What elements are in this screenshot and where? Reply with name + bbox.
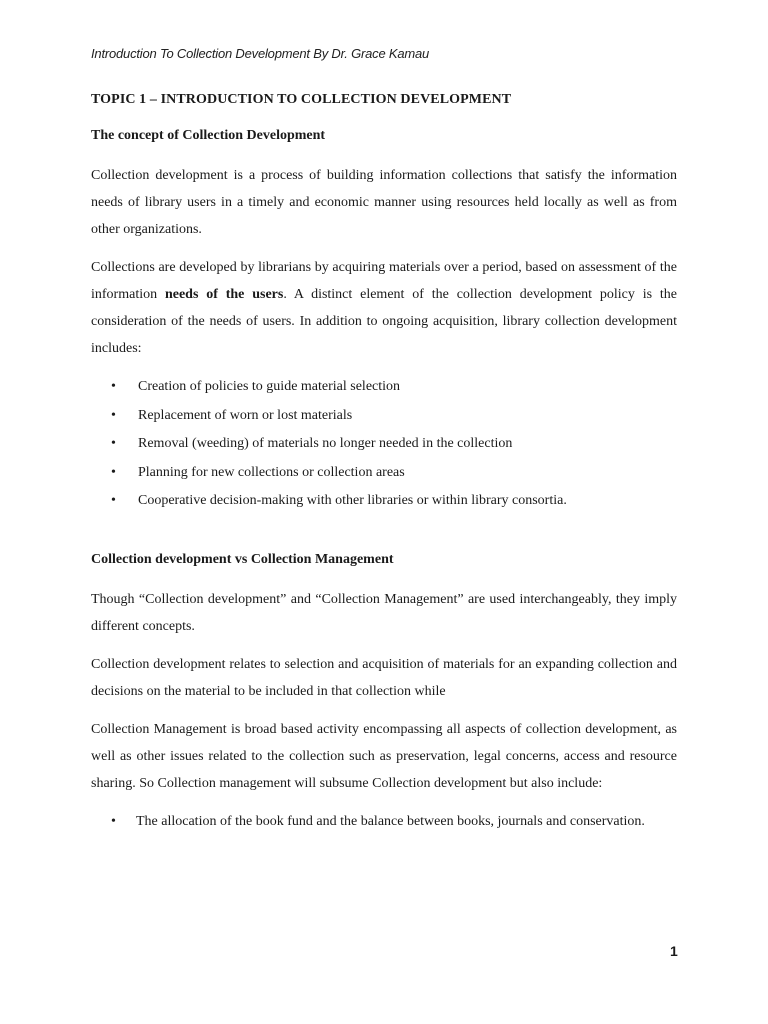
paragraph [91,254,677,362]
paragraph: Though “Collection development” and “Collection Management” are used interchangeably, they imply different concepts. [91,591,677,634]
paragraph: Collection Management is broad based activity encompassing all aspects of collection development, as well as other issues related to the collection such as preservation, legal concerns, access and resource sharing. So Collection management will subsume Collection development but also include: [91,721,677,791]
bullet-icon: • [111,436,116,451]
paragraph-text: Collections are developed by librarians by acquiring materials over a period, based on assessment of the information [91,260,677,302]
list-item-text: Removal (weeding) of materials no longer needed in the collection [138,436,513,451]
bullet-list-management [91,808,677,836]
bullet-icon: • [111,407,116,423]
list-item [91,459,677,488]
section-heading-vs: Collection development vs Collection Management [91,551,394,567]
bullet-icon: • [111,813,116,829]
list-item-text: Creation of policies to guide material selection [138,379,401,394]
bullet-icon: • [111,379,116,394]
list-item-text: Replacement of worn or lost materials [138,407,353,423]
paragraph: Collection development is a process of building information collections that satisfy the information needs of library users in a timely and economic manner using resources held locally as well as from other organizations. [91,168,677,237]
spacer [91,516,677,552]
paragraph: Collection development relates to selection and acquisition of materials for an expanding collection and decisions on the material to be included in that collection while [91,656,677,699]
page-number: 1 [670,943,678,959]
topic-title: TOPIC 1 – INTRODUCTION TO COLLECTION DEVELOPMENT [91,92,512,107]
list-item [91,487,677,516]
list-item [91,430,677,459]
page-header: Introduction To Collection Development By Dr. Grace Kamau [91,46,430,61]
bold-phrase: needs of the users [164,287,284,302]
list-item [91,402,677,431]
bullet-icon: • [111,464,116,480]
bullet-list-includes [91,373,677,516]
page-content [91,92,677,836]
paragraph-text: . A distinct element of the collection development policy is the consideration of the needs of users. In addition to ongoing acquisition, library collection development includes: [91,287,677,356]
list-item [91,373,677,402]
bullet-icon: • [111,493,116,508]
list-item [91,808,677,836]
list-item-text: Planning for new collections or collection areas [138,464,405,480]
list-item-text: The allocation of the book fund and the balance between books, journals and conservation. [136,813,645,829]
section-heading-concept: The concept of Collection Development [91,128,326,143]
list-item-text: Cooperative decision-making with other libraries or within library consortia. [138,493,567,508]
